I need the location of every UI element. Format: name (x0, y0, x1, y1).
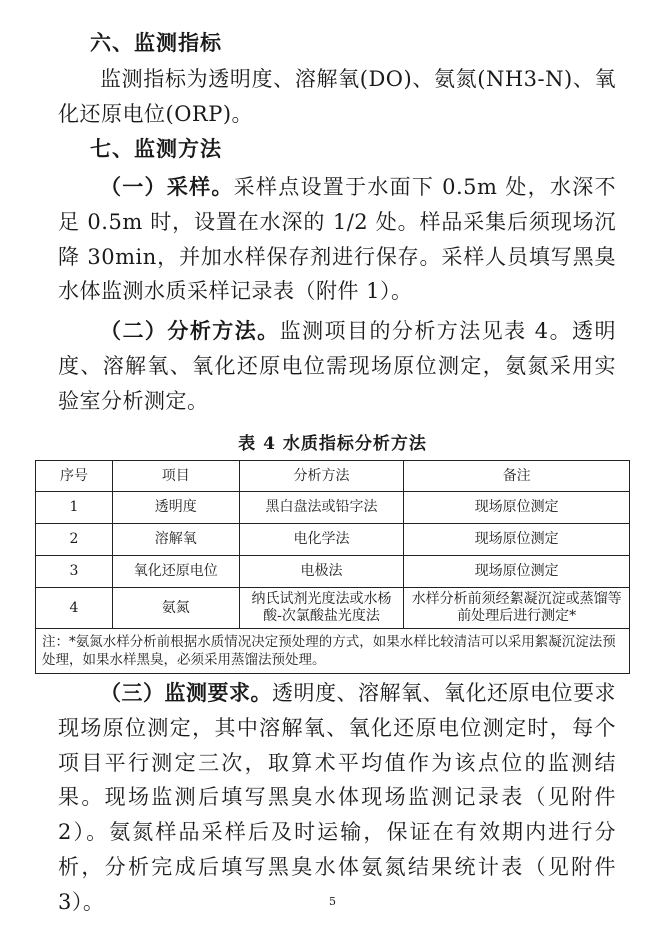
header-item: 项目 (112, 461, 239, 492)
table-header-row (36, 461, 630, 492)
header-remark: 备注 (404, 461, 630, 492)
cell-remark: 现场原位测定 (404, 492, 630, 524)
section-6-text: 监测指标为透明度、溶解氧(DO)、氨氮(NH3-N)、氧化还原电位(ORP)。 (58, 67, 616, 126)
requirements-text: 透明度、溶解氧、氧化还原电位要求现场原位测定，其中溶解氧、氧化还原电位测定时，每个项目平行测定三次，取算术平均值作为该点位的监测结果。现场监测后填写黑臭水体现场监测记录表（见附件 2）。氨氮样品采样后及时运输，保证在有效期内进行分析，分析完成后填写黑臭水体氨氮结果统计表（见附件 3）。 (58, 681, 616, 914)
analysis-lead: （二）分析方法。 (100, 318, 280, 343)
table-row (36, 492, 630, 524)
cell-method: 黑白盘法或铅字法 (239, 492, 404, 524)
analysis-paragraph (58, 314, 616, 418)
cell-no: 1 (36, 492, 113, 524)
sampling-text: 采样点设置于水面下 0.5m 处，水深不足 0.5m 时，设置在水深的 1/2 处。样品采集后须现场沉降 30min，并加水样保存剂进行保存。采样人员填写黑臭水体监测水质采样记录表（附件 1）。 (58, 175, 616, 304)
table-row (36, 524, 630, 556)
cell-remark: 现场原位测定 (404, 524, 630, 556)
table-row (36, 556, 630, 588)
header-no: 序号 (36, 461, 113, 492)
section-7-heading: 七、监测方法 (90, 136, 222, 161)
table-row (36, 588, 630, 629)
analysis-text: 监测项目的分析方法见表 4。透明度、溶解氧、氧化还原电位需现场原位测定，氨氮采用实验室分析测定。 (58, 319, 616, 413)
cell-method: 电极法 (239, 556, 404, 588)
section-6-heading: 六、监测指标 (90, 30, 222, 55)
cell-remark: 水样分析前须经絮凝沉淀或蒸馏等前处理后进行测定* (404, 588, 630, 629)
requirements-paragraph (58, 676, 616, 920)
cell-method: 纳氏试剂光度法或水杨酸-次氯酸盐光度法 (239, 588, 404, 629)
cell-no: 2 (36, 524, 113, 556)
cell-method: 电化学法 (239, 524, 404, 556)
page-number: 5 (329, 895, 336, 908)
cell-item: 氨氮 (112, 588, 239, 629)
cell-remark: 现场原位测定 (404, 556, 630, 588)
cell-item: 氧化还原电位 (112, 556, 239, 588)
header-method: 分析方法 (239, 461, 404, 492)
cell-no: 4 (36, 588, 113, 629)
sampling-lead: （一）采样。 (100, 174, 234, 199)
table-note: 注：*氨氮水样分析前根据水质情况决定预处理的方式，如果水样比较清洁可以采用絮凝沉淀法预处理，如果水样黑臭，必须采用蒸馏法预处理。 (36, 629, 630, 674)
sampling-paragraph (58, 170, 616, 309)
cell-item: 溶解氧 (112, 524, 239, 556)
analysis-method-table (35, 460, 630, 674)
table-note-row (36, 629, 630, 674)
requirements-lead: （三）监测要求。 (100, 680, 272, 705)
table-title: 表 4 水质指标分析方法 (238, 434, 427, 454)
cell-item: 透明度 (112, 492, 239, 524)
cell-no: 3 (36, 556, 113, 588)
